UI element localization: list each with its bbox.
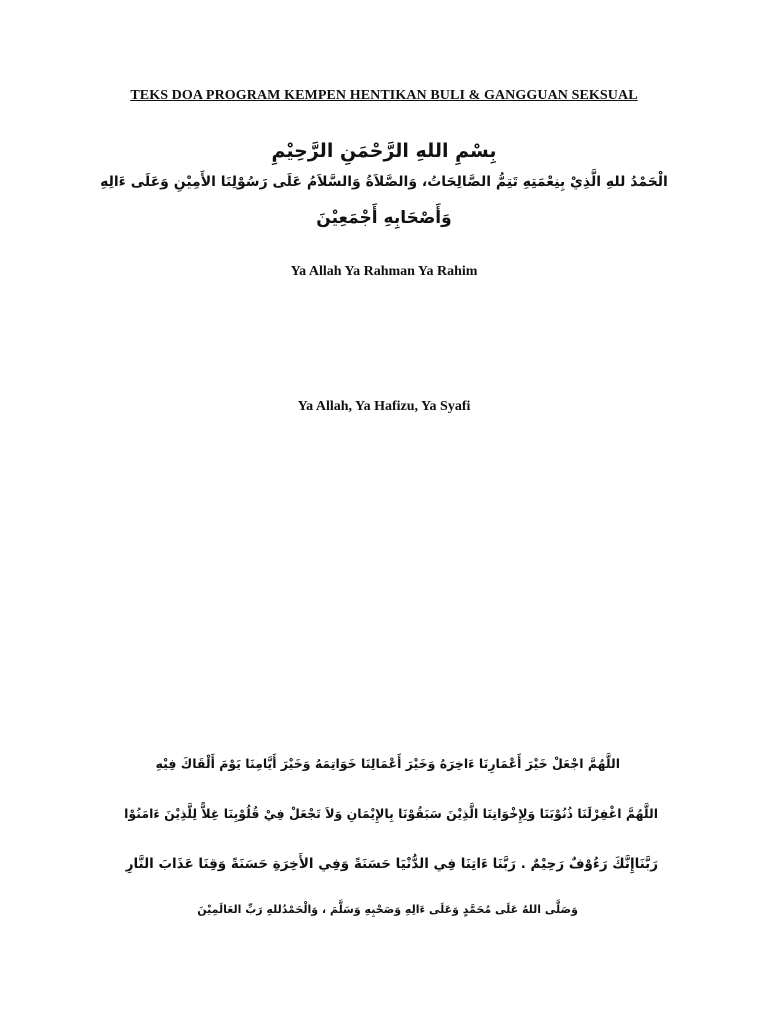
doa-line-1: اللَّهُمَّ اجْعَلْ خَيْرَ أَعْمَارِنَا ءَاخِرَهُ وَخَيْرَ أَعْمَالِنَا خَوَاتِمَهُ وَخَيْرَ أَيَّامِنَا يَوْمَ أَلْقَاكَ فِيْهِ (155, 756, 620, 771)
hamdalah-line-2: وَأَصْحَابِهِ أَجْمَعِيْنَ (316, 208, 452, 228)
bismillah-line: بِسْمِ اللهِ الرَّحْمَنِ الرَّحِيْمِ (271, 140, 497, 162)
doa-line-3: رَبَّنَاإِنَّكَ رَءُوْفٌ رَحِيْمٌ . رَبَّنَا ءَاتِنَا فِي الدُّنْيَا حَسَنَةً وَفِي الأَخِرَةِ حَسَنَةً وَقِنَا عَذَابَ النَّارِ (125, 856, 658, 872)
document-title: TEKS DOA PROGRAM KEMPEN HENTIKAN BULI & GANGGUAN SEKSUAL (130, 88, 638, 103)
invocation-line-2: Ya Allah, Ya Hafizu, Ya Syafi (297, 399, 471, 414)
invocation-line-1: Ya Allah Ya Rahman Ya Rahim (290, 264, 478, 279)
doa-line-2: اللَّهُمَّ اغْفِرْلَنَا ذُنُوْبَنَا وَلِإِخْوَانِنَا الَّذِيْنَ سَبَقُوْنَا بِالإِيْمَانِ وَلاَ تَجْعَلْ فِيْ قُلُوْبِنَا غِلاًّ لِلَّذِيْنَ ءَامَنُوْا (124, 806, 658, 821)
hamdalah-line-1: الْحَمْدُ للهِ الَّذِيْ بِنِعْمَتِهِ تَتِمُّ الصَّالِحَاتُ، وَالصَّلاَةُ وَالسَّلاَمُ عَلَى رَسُوْلِنَا الأَمِيْنِ وَعَلَى ءَالِهِ (100, 174, 668, 190)
doa-line-4: وَصَلَّى اللهُ عَلَى مُحَمَّدٍ وَعَلَى ءَالِهِ وَصَحْبِهِ وَسَلَّمَ ، وَالْحَمْدُللهِ رَبِّ العَالَمِيْنَ (197, 903, 578, 916)
